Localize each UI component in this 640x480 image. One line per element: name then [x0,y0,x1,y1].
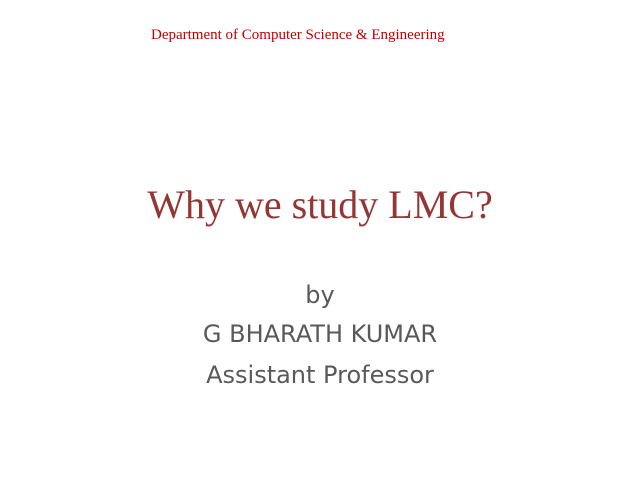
byline-text: by [305,281,335,309]
department-header: Department of Computer Science & Engineering [151,27,445,43]
slide-title: Why we study LMC? [147,182,493,227]
author-designation: Assistant Professor [206,361,434,389]
author-name: G BHARATH KUMAR [202,320,438,348]
